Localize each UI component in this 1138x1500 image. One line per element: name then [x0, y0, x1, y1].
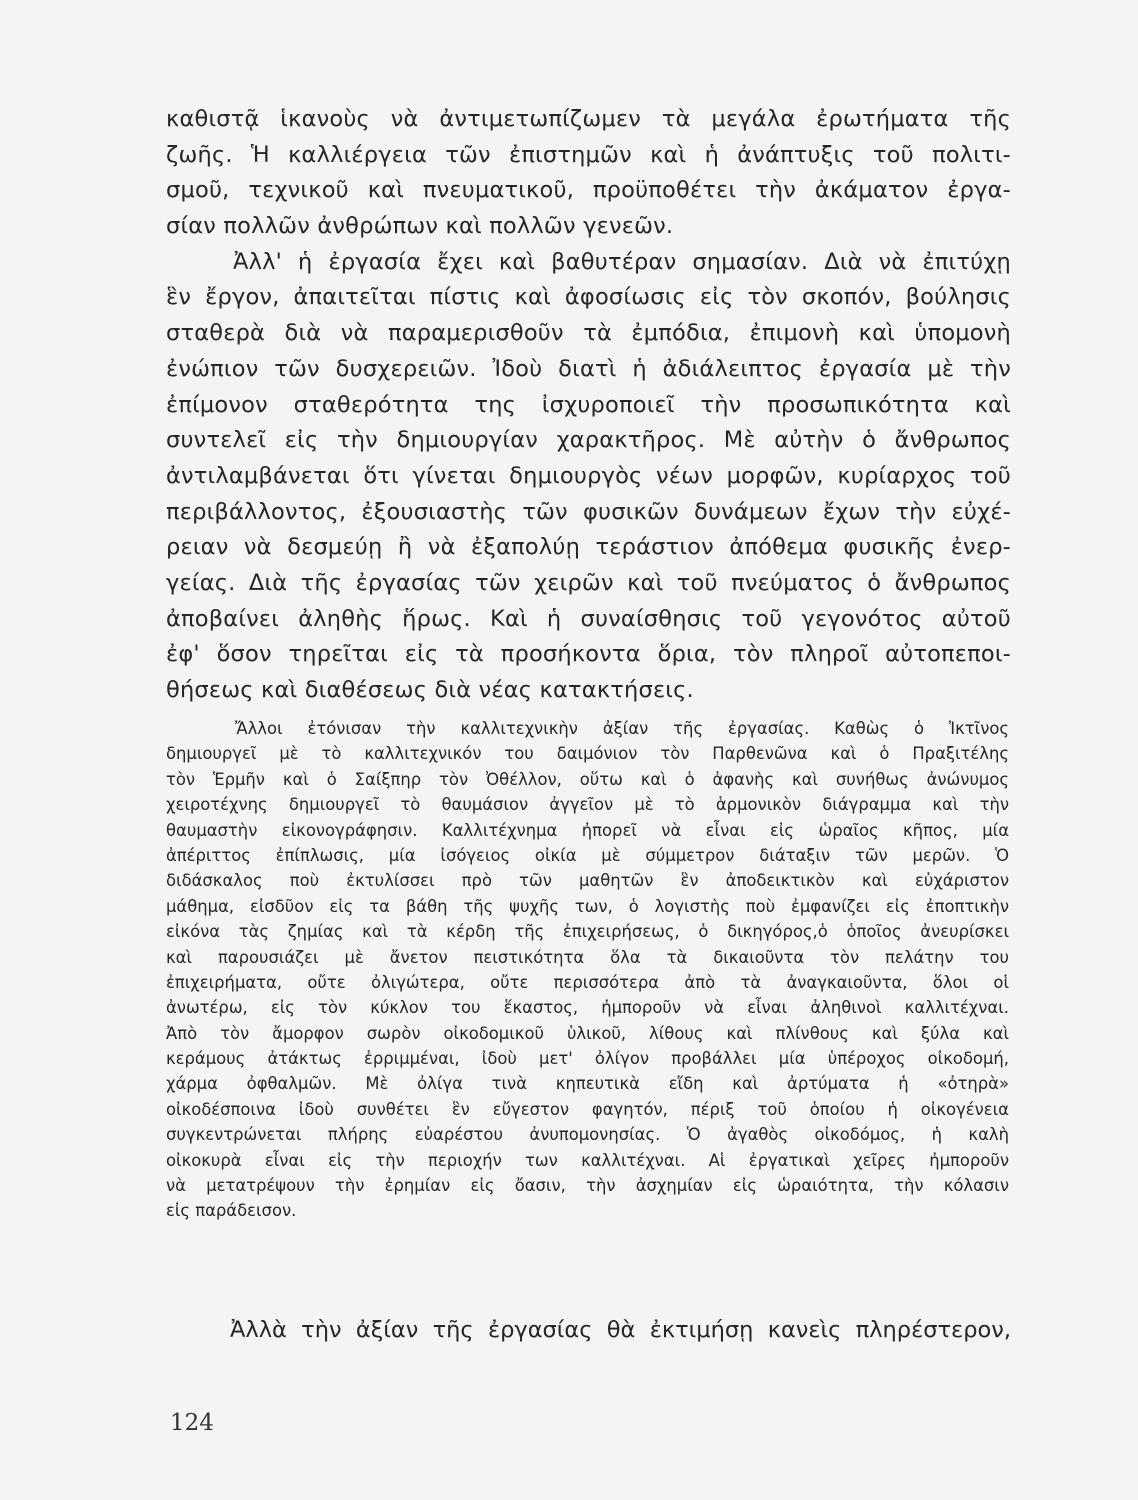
text-line: γείας. Διὰ τῆς ἐργασίας τῶν χειρῶν καὶ τοῦ πνεύματος ὁ ἄνθρωπος: [166, 569, 1011, 596]
small-text-line: Ἄλλοι ἐτόνισαν τὴν καλλιτεχνικὴν ἀξίαν τῆς ἐργασίας. Καθὼς ὁ Ἰκτῖνος: [235, 719, 1009, 738]
text-line: ἐπίμονον σταθερότητα της ἰσχυροποιεῖ τὴν προσωπικότητα καὶ: [166, 391, 1011, 418]
text-line: ἓν ἔργον, ἀπαιτεῖται πίστις καὶ ἀφοσίωσις εἰς τὸν σκοπόν, βούλησις: [166, 284, 1011, 311]
closing-line: Ἀλλὰ τὴν ἀξίαν τῆς ἐργασίας θὰ ἐκτιμήσῃ κανεὶς πληρέστερον,: [230, 1317, 1011, 1343]
small-print-paragraph: [166, 716, 1009, 1224]
main-paragraph: [166, 102, 1011, 709]
text-line: σμοῦ, τεχνικοῦ καὶ πνευματικοῦ, προϋποθέτει τὴν ἀκάματον ἐργα-: [166, 177, 1011, 204]
small-text-line: Ἀπὸ τὸν ἄμορφον σωρὸν οἰκοδομικοῦ ὑλικοῦ, λίθους καὶ πλίνθους καὶ ξύλα καὶ: [166, 1023, 1009, 1043]
small-text-line: διδάσκαλος ποὺ ἐκτυλίσσει πρὸ τῶν μαθητῶν ἓν ἀποδεικτικὸν καὶ εὐχάριστον: [166, 871, 1009, 891]
text-line: ἀντιλαμβάνεται ὅτι γίνεται δημιουργὸς νέων μορφῶν, κυρίαρχος τοῦ: [166, 462, 1011, 489]
small-text-line: δημιουργεῖ μὲ τὸ καλλιτεχνικόν του δαιμόνιον τὸν Παρθενῶνα καὶ ὁ Πραξιτέλης: [166, 744, 1009, 764]
page-number: 124: [170, 1410, 214, 1436]
small-text-line: κεράμους ἀτάκτως ἐρριμμέναι, ἰδοὺ μετ' ὀλίγον προβάλλει μία ὑπέροχος οἰκοδομή,: [166, 1049, 1009, 1069]
small-text-line: συγκεντρώνεται πλήρης εὐαρέστου ἀνυπομονησίας. Ὁ ἀγαθὸς οἰκοδόμος, ἡ καλὴ: [166, 1125, 1009, 1145]
text-line: συντελεῖ εἰς τὴν δημιουργίαν χαρακτῆρος. Μὲ αὐτὴν ὁ ἄνθρωπος: [166, 427, 1011, 454]
text-line: ἐνώπιον τῶν δυσχερειῶν. Ἰδοὺ διατὶ ἡ ἀδιάλειπτος ἐργασία μὲ τὴν: [166, 355, 1011, 382]
small-text-line: καὶ παρουσιάζει μὲ ἄνετον πειστικότητα ὅλα τὰ δικαιοῦντα τὸν πελάτην του: [166, 947, 1009, 967]
small-text-line: ἐπιχειρήματα, οὔτε ὀλιγώτερα, οὔτε περισσότερα ἀπὸ τὰ ἀναγκαιοῦντα, ὅλοι οἱ: [166, 972, 1009, 992]
small-text-line: θαυμαστὴν εἰκονογράφησιν. Καλλιτέχνημα ἠπορεῖ νὰ εἶναι εἰς ὡραῖος κῆπος, μία: [166, 820, 1009, 840]
small-text-line: τὸν Ἑρμῆν καὶ ὁ Σαίξπηρ τὸν Ὀθέλλον, οὕτω καὶ ὁ ἀφανὴς καὶ συνήθως ἀνώνυμος: [166, 769, 1009, 789]
small-text-line: νὰ μετατρέψουν τὴν ἐρημίαν εἰς ὄασιν, τὴν ἀσχημίαν εἰς ὡραιότητα, τὴν κόλασιν: [166, 1176, 1009, 1196]
small-text-line: χειροτέχνης δημιουργεῖ τὸ θαυμάσιον ἀγγεῖον μὲ τὸ ἁρμονικὸν διάγραμμα καὶ τὴν: [166, 795, 1009, 815]
small-text-line: εἰκόνα τὰς ζημίας καὶ τὰ κέρδη τῆς ἐπιχειρήσεως, ὁ δικηγόρος,ὁ ὁποῖος ἀνευρίσκει: [166, 922, 1009, 942]
text-line: ζωῆς. Ἡ καλλιέργεια τῶν ἐπιστημῶν καὶ ἡ ἀνάπτυξις τοῦ πολιτι-: [166, 141, 1011, 168]
text-line: ἐφ' ὅσον τηρεῖται εἰς τὰ προσήκοντα ὅρια, τὸν πληροῖ αὐτοπεποι-: [166, 641, 1011, 668]
small-text-line: μάθημα, εἰσδῦον εἰς τα βάθη τῆς ψυχῆς των, ὁ λογιστὴς ποὺ ἐμφανίζει εἰς ἐποπτικὴν: [166, 896, 1009, 916]
text-line: καθιστᾷ ἱκανοὺς νὰ ἀντιμετωπίζωμεν τὰ μεγάλα ἐρωτήματα τῆς: [166, 106, 1011, 132]
text-line: θήσεως καὶ διαθέσεως διὰ νέας κατακτήσεις.: [166, 677, 694, 703]
text-line: σίαν πολλῶν ἀνθρώπων καὶ πολλῶν γενεῶν.: [166, 213, 674, 240]
small-text-line: εἰς παράδεισον.: [166, 1201, 297, 1221]
text-line: ἀποβαίνει ἀληθὴς ἥρως. Καὶ ἡ συναίσθησις τοῦ γεγονότος αὐτοῦ: [166, 605, 1011, 632]
text-line: ρειαν νὰ δεσμεύῃ ἢ νὰ ἐξαπολύῃ τεράστιον ἀπόθεμα φυσικῆς ἐνερ-: [166, 534, 1011, 561]
small-text-line: ἀπέριττος ἐπίπλωσις, μία ἰσόγειος οἰκία μὲ σύμμετρον διάταξιν τῶν μερῶν. Ὁ: [166, 845, 1009, 865]
text-line: σταθερὰ διὰ νὰ παραμερισθοῦν τὰ ἐμπόδια, ἐπιμονὴ καὶ ὑπομονὴ: [166, 320, 1011, 347]
small-text-line: οἰκοδέσποινα ἰδοὺ συνθέτει ἓν εὔγεστον φαγητόν, πέριξ τοῦ ὁποίου ἡ οἰκογένεια: [166, 1099, 1009, 1119]
small-text-line: ἀνωτέρω, εἰς τὸν κύκλον του ἕκαστος, ἠμποροῦν νὰ εἶναι ἀληθινοὶ καλλιτέχναι.: [166, 998, 1009, 1018]
text-line: Ἀλλ' ἡ ἐργασία ἔχει καὶ βαθυτέραν σημασίαν. Διὰ νὰ ἐπιτύχῃ: [233, 248, 1011, 275]
text-line: περιβάλλοντος, ἐξουσιαστὴς τῶν φυσικῶν δυνάμεων ἔχων τὴν εὐχέ-: [166, 498, 1011, 525]
small-text-line: χάρμα ὀφθαλμῶν. Μὲ ὀλίγα τινὰ κηπευτικὰ εἴδη καὶ ἀρτύματα ἡ «ὀτηρὰ»: [166, 1074, 1009, 1094]
small-text-line: οἰκοκυρὰ εἶναι εἰς τὴν περιοχήν των καλλιτέχναι. Αἱ ἐργατικαὶ χεῖρες ἠμποροῦν: [166, 1150, 1009, 1170]
